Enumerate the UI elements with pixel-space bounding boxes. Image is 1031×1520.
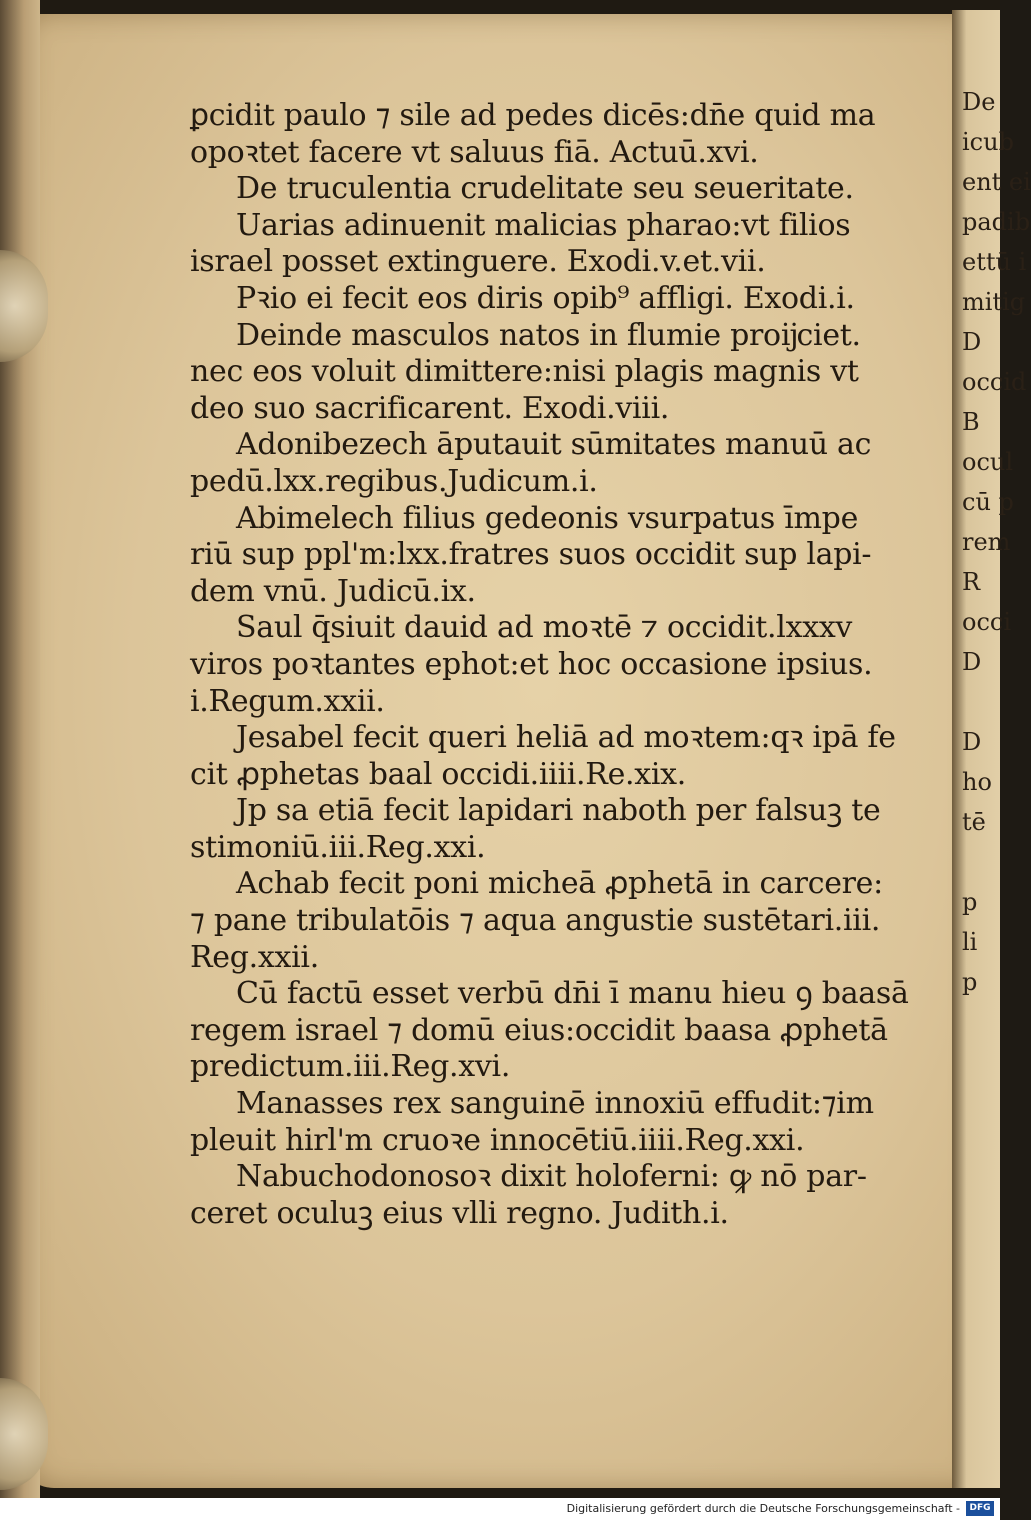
- text-line: Reg.xxii.: [190, 939, 319, 975]
- adjacent-page-fragment: mitig: [962, 288, 1026, 316]
- text-line: Saul q̄siuit dauid ad moꝛtē ⁊ occidit.lxxxv: [236, 610, 853, 646]
- adjacent-page-edge: [952, 10, 1031, 1488]
- text-line: dem vnū. Judicū.ix.: [190, 573, 476, 609]
- text-line: Cū factū esset verbū dn̄i ī manu hieu ꝯ baasā: [236, 976, 909, 1012]
- adjacent-page-fragment: p: [962, 968, 978, 996]
- page-text: [190, 98, 930, 1232]
- adjacent-page-fragment: tē: [962, 808, 986, 836]
- text-line: Uarias adinuenit malicias pharao:vt filios: [236, 207, 851, 243]
- text-line: pleuit hirl'm cruoꝛe innocētiū.iiii.Reg.xxi.: [190, 1122, 805, 1158]
- adjacent-page-fragment: D: [962, 328, 982, 356]
- dfg-logo: DFG: [966, 1501, 994, 1516]
- text-line: viros poꝛtantes ephot:et hoc occasione ipsius.: [190, 646, 873, 682]
- adjacent-page-fragment: cū p: [962, 488, 1014, 516]
- text-line: stimoniū.iii.Reg.xxi.: [190, 829, 486, 865]
- page-stack-edge: [0, 0, 40, 1498]
- adjacent-page-fragment: icub: [962, 128, 1014, 156]
- adjacent-page-fragment: ent ei: [962, 168, 1031, 196]
- adjacent-page-fragment: B: [962, 408, 980, 436]
- text-line: deo suo sacrificarent. Exodi.viii.: [190, 390, 670, 426]
- footer-bar: [0, 1498, 1000, 1520]
- text-line: Adonibezech āputauit sūmitates manuū ac: [236, 427, 872, 463]
- text-line: nec eos voluit dimittere:nisi plagis magnis vt: [190, 354, 859, 390]
- adjacent-page-fragment: occid: [962, 368, 1027, 396]
- text-line: Abimelech filius gedeonis vsurpatus īmpe: [236, 500, 859, 536]
- adjacent-page-fragment: D: [962, 648, 982, 676]
- text-line: Achab fecit poni micheā ꝓphetā in carcere:: [236, 866, 883, 902]
- text-line: Pꝛio ei fecit eos diris opib⁹ affligi. Exodi.i.: [236, 280, 855, 316]
- text-line: Deinde masculos natos in flumie proĳciet.: [236, 317, 861, 353]
- text-line: pedū.lxx.regibus.Judicum.i.: [190, 463, 598, 499]
- adjacent-page-fragment: De: [962, 88, 996, 116]
- text-line: ⁊ pane tribulatōis ⁊ aqua angustie sustētari.iii.: [190, 903, 881, 939]
- adjacent-page-fragment: p: [962, 888, 978, 916]
- text-line: De truculentia crudelitate seu seueritate.: [236, 171, 854, 207]
- text-line: predictum.iii.Reg.xvi.: [190, 1049, 511, 1085]
- adjacent-page-fragment: occi: [962, 608, 1012, 636]
- text-line: i.Regum.xxii.: [190, 683, 385, 719]
- text-line: Manasses rex sanguinē innoxiū effudit:⁊im: [236, 1086, 874, 1122]
- adjacent-page-fragment: li: [962, 928, 978, 956]
- text-line: Nabuchodonosoꝛ dixit holoferni: ꝙ nō par-: [236, 1159, 867, 1195]
- text-line: israel posset extinguere. Exodi.v.et.vii.: [190, 244, 766, 280]
- adjacent-page-fragment: D: [962, 728, 982, 756]
- adjacent-page-fragment: ho: [962, 768, 992, 796]
- adjacent-page-fragment: R: [962, 568, 981, 596]
- funding-notice: Digitalisierung gefördert durch die Deutsche Forschungsgemeinschaft -: [566, 1502, 960, 1515]
- adjacent-page-fragment: ettū i: [962, 248, 1027, 276]
- text-line: Jp sa etiā fecit lapidari naboth per falsuꝫ te: [236, 793, 881, 829]
- text-line: Jesabel fecit queri heliā ad moꝛtem:qꝛ ipā fe: [236, 720, 896, 756]
- text-line: cit ꝓphetas baal occidi.iiii.Re.xix.: [190, 756, 687, 792]
- adjacent-page-fragment: padib: [962, 208, 1031, 236]
- text-line: opoꝛtet facere vt saluus fiā. Actuū.xvi.: [190, 134, 759, 170]
- adjacent-page-fragment: rem: [962, 528, 1011, 556]
- text-line: ceret oculuꝫ eius vlli regno. Judith.i.: [190, 1195, 729, 1231]
- text-line: ꝑcidit paulo ⁊ sile ad pedes dicēs:dn̄e quid ma: [190, 98, 876, 133]
- text-line: riū sup ppl'm:lxx.fratres suos occidit sup lapi-: [190, 537, 872, 573]
- text-line: regem israel ⁊ domū eius:occidit baasa ꝓphetā: [190, 1012, 888, 1048]
- adjacent-page-fragment: ocul: [962, 448, 1014, 476]
